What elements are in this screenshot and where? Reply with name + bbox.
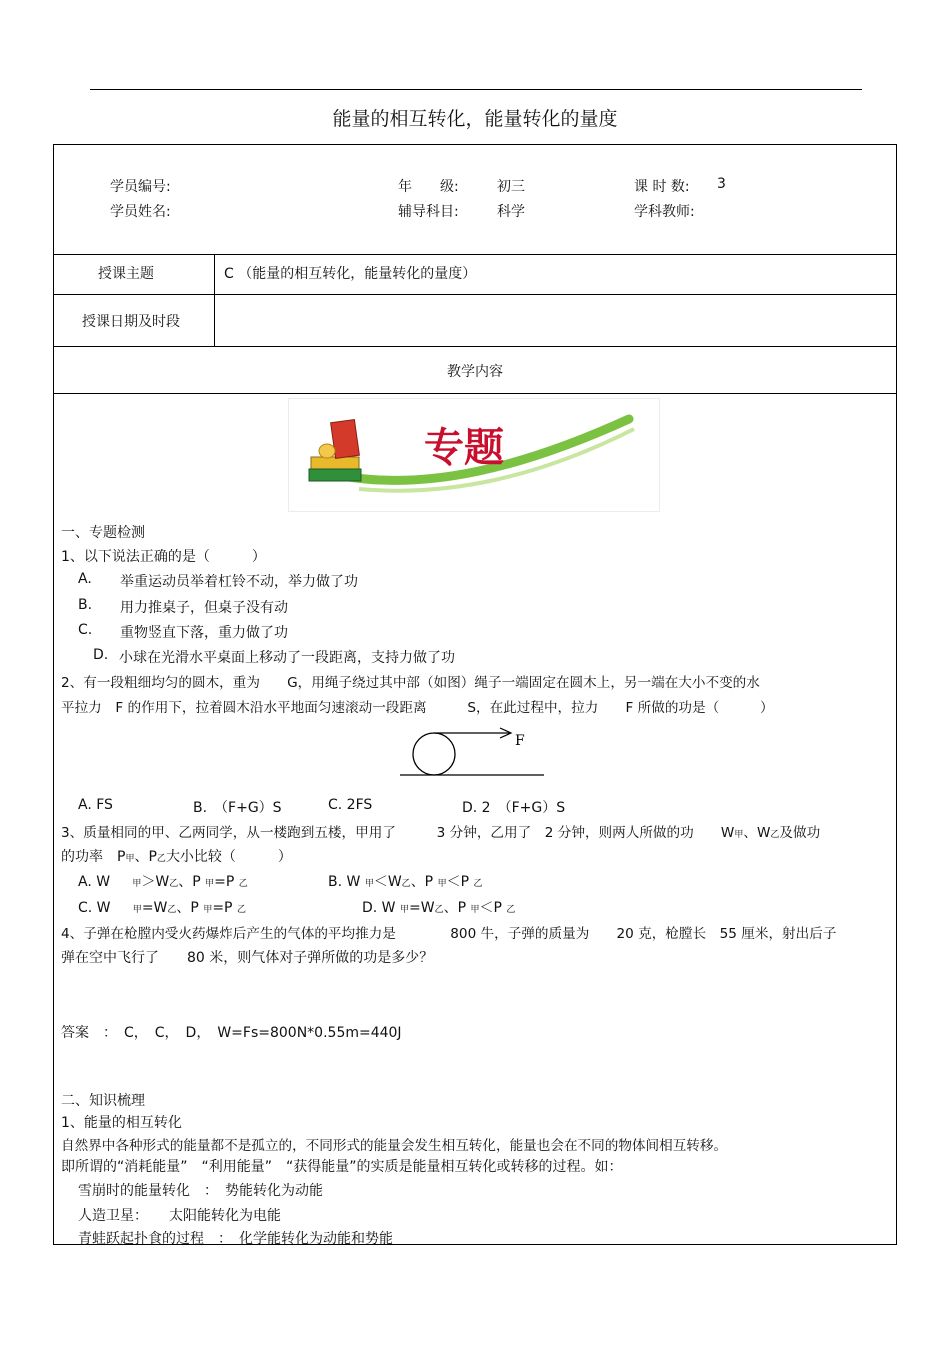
grade-value: 初三 <box>497 179 525 195</box>
q3-line1-text: 3、质量相同的甲、乙两同学，从一楼跑到五楼，甲用了 3 分钟，乙用了 2 分钟，则两人所做的功 W <box>61 825 735 841</box>
opt-part: 、P <box>443 900 467 916</box>
opt-sub: 甲 <box>364 879 374 889</box>
opt-sub: 乙 <box>238 879 248 889</box>
opt-sub: 乙 <box>167 905 177 915</box>
q2-option-c: C. 2FS <box>328 797 373 813</box>
q3-sub: 甲 <box>734 830 744 840</box>
opt-part: ＜P <box>479 900 502 916</box>
q2-option-b: B. （F+G）S <box>193 800 282 816</box>
topic-value: C （能量的相互转化，能量转化的量度） <box>224 266 477 282</box>
opt-sub: 乙 <box>401 879 411 889</box>
opt-part: ＜W <box>373 874 402 890</box>
opt-part: 、P <box>410 874 434 890</box>
document-title: 能量的相互转化，能量转化的量度 <box>332 108 618 130</box>
opt-sub: 甲 <box>205 879 215 889</box>
q3-line2 <box>61 846 292 866</box>
q3-option-b <box>328 871 483 891</box>
opt-sub: 甲 <box>203 905 213 915</box>
example-item: 人造卫星： 太阳能转化为电能 <box>78 1208 281 1224</box>
column-divider <box>214 254 215 346</box>
answer-line: 答案 ： C， C， D， W=Fs=800N*0.55m=440J <box>61 1025 402 1041</box>
header-rule <box>90 89 862 90</box>
opt-sub: 乙 <box>434 905 444 915</box>
q1-option-a-label: A. <box>78 571 92 587</box>
info-box <box>53 144 897 255</box>
student-id-label: 学员编号: <box>110 179 171 195</box>
opt-part: ＞W <box>141 874 170 890</box>
opt-part: A. W <box>78 874 111 890</box>
q3-line1-mid: 、W <box>743 825 771 841</box>
q3-line1 <box>61 821 820 841</box>
q1-option-d-label: D. <box>93 647 109 663</box>
opt-sub: 甲 <box>132 879 142 889</box>
opt-sub: 乙 <box>169 879 179 889</box>
row-divider <box>53 346 897 347</box>
content-header: 教学内容 <box>447 364 503 380</box>
opt-part: =W <box>141 900 168 916</box>
topic-banner <box>288 398 660 512</box>
opt-part: =P <box>214 874 235 890</box>
q3-option-a <box>78 871 248 891</box>
opt-part: C. W <box>78 900 111 916</box>
opt-part: ＜P <box>446 874 470 890</box>
q3-sub: 乙 <box>156 854 166 864</box>
opt-part: 、P <box>176 900 199 916</box>
q2-line2: 平拉力 F 的作用下，拉着圆木沿水平地面匀速滚动一段距离 S，在此过程中，拉力 F 所做的功是（ ） <box>61 700 774 716</box>
q1-option-b-label: B. <box>78 597 93 613</box>
hours-label: 课 时 数: <box>634 179 690 195</box>
section2-heading: 二、知识梳理 <box>61 1093 145 1109</box>
section2-sub1: 1、能量的相互转化 <box>61 1115 182 1131</box>
q4-line2: 弹在空中飞行了 80 米，则气体对子弹所做的功是多少？ <box>61 950 434 966</box>
example-item: 雪崩时的能量转化 ： 势能转化为动能 <box>78 1183 323 1199</box>
opt-sub: 甲 <box>132 905 142 915</box>
opt-sub: 甲 <box>437 879 447 889</box>
q2-line1: 2、有一段粗细均匀的圆木，重为 G，用绳子绕过其中部（如图）绳子一端固定在圆木上，另一端在大小不变的水 <box>61 675 760 691</box>
banner-text: 专题 <box>424 424 504 471</box>
section1-heading: 一、专题检测 <box>61 525 145 541</box>
q2-option-a: A. FS <box>78 797 113 813</box>
q3-sub: 甲 <box>125 854 135 864</box>
banner-graphic <box>289 399 659 511</box>
q1-option-c-label: C. <box>78 622 93 638</box>
q1-stem: 1、以下说法正确的是（ ） <box>61 549 266 565</box>
section2-para2: 即所谓的“消耗能量” “利用能量” “获得能量”的实质是能量相互转化或转移的过程。如： <box>61 1159 623 1175</box>
topic-label: 授课主题 <box>98 266 154 282</box>
q3-sub: 乙 <box>770 830 780 840</box>
force-label: F <box>515 733 525 749</box>
opt-sub: 乙 <box>236 905 246 915</box>
opt-part: =W <box>409 900 435 916</box>
date-label: 授课日期及时段 <box>82 314 180 330</box>
hours-value: 3 <box>717 176 726 192</box>
opt-part: =P <box>212 900 233 916</box>
q3-option-c <box>78 897 246 917</box>
subject-value: 科学 <box>497 204 525 220</box>
opt-part: B. W <box>328 874 361 890</box>
q3-line2-b: 、P <box>134 849 157 865</box>
log-rolling-figure <box>398 726 548 778</box>
q3-line1-end: 及做功 <box>779 825 821 841</box>
q1-option-d-text: 小球在光滑水平桌面上移动了一段距离，支持力做了功 <box>119 650 455 666</box>
q3-line2-c: 大小比较（ ） <box>165 849 292 865</box>
opt-part: D. W <box>362 900 396 916</box>
row-divider <box>53 294 897 295</box>
opt-sub: 甲 <box>470 905 480 915</box>
q3-option-d <box>362 897 515 917</box>
q1-option-b-text: 用力推桌子，但桌子没有动 <box>120 600 288 616</box>
subject-label: 辅导科目: <box>398 204 459 220</box>
log-circle <box>413 733 455 775</box>
section2-para1: 自然界中各种形式的能量都不是孤立的，不同形式的能量会发生相互转化，能量也会在不同的物体间相互转移。 <box>61 1138 728 1154</box>
opt-part: 、P <box>178 874 201 890</box>
q1-option-c-text: 重物竖直下落，重力做了功 <box>120 625 288 641</box>
opt-sub: 乙 <box>473 879 483 889</box>
opt-sub: 甲 <box>399 905 409 915</box>
grade-label: 年 级: <box>398 179 459 195</box>
student-name-label: 学员姓名: <box>110 204 171 220</box>
opt-sub: 乙 <box>506 905 516 915</box>
example-item: 青蛙跃起扑食的过程 ： 化学能转化为动能和势能 <box>78 1231 393 1247</box>
q2-option-d: D. 2 （F+G）S <box>462 800 566 816</box>
q3-line2-a: 的功率 P <box>61 849 126 865</box>
q4-line1: 4、子弹在枪膛内受火药爆炸后产生的气体的平均推力是 800 牛，子弹的质量为 20 克，枪膛长 55 厘米，射出后子 <box>61 926 837 942</box>
teacher-label: 学科教师: <box>634 204 695 220</box>
q1-option-a-text: 举重运动员举着杠铃不动，举力做了功 <box>120 574 358 590</box>
